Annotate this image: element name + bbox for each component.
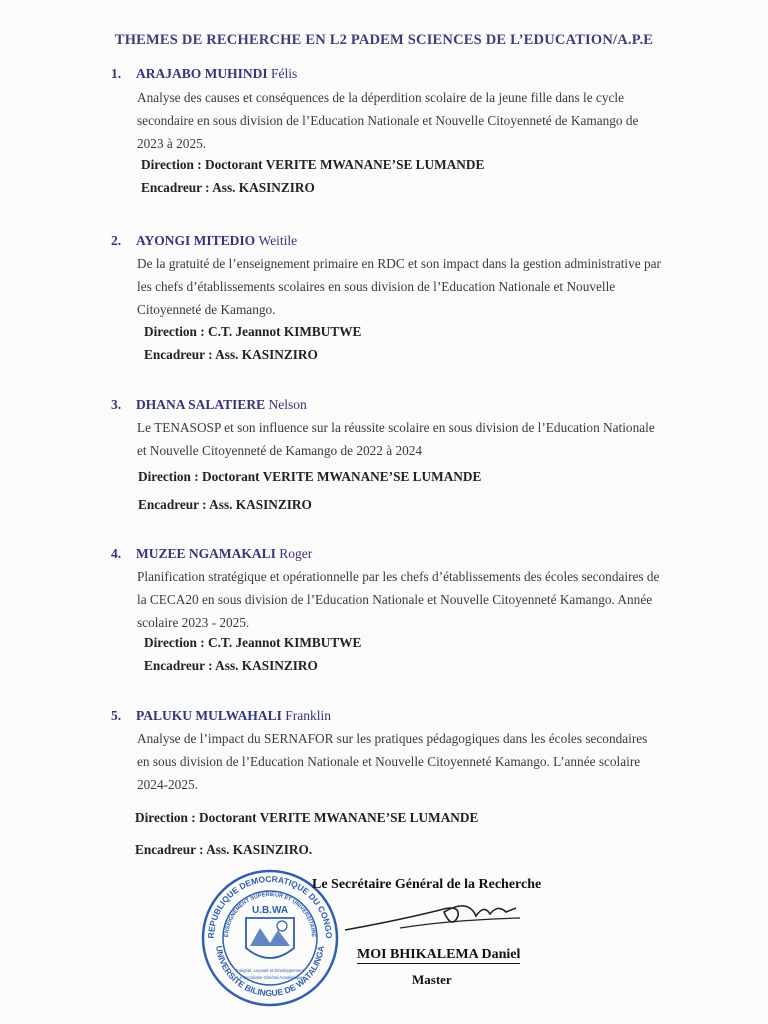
seal-outer-top-text: REPUBLIQUE DEMOCRATIQUE DU CONGO xyxy=(205,873,335,939)
entry-number: 5. xyxy=(111,708,122,723)
direction-line: Direction : Doctorant VERITE MWANANE’SE LUMANDE xyxy=(138,469,482,484)
student-firstname: Nelson xyxy=(268,397,307,412)
signatory-title: Le Secrétaire Général de la Recherche xyxy=(312,877,542,892)
thesis-entry-3 xyxy=(111,397,711,513)
entry-number: 3. xyxy=(111,397,122,412)
seal-inner-top-text: ENSEIGNEMENT SUPERIEUR ET UNIVERSITAIRE xyxy=(223,891,317,938)
student-firstname: Roger xyxy=(279,546,313,561)
entry-number: 4. xyxy=(111,546,122,561)
subject-line: les chefs d’établissements scolaires en sous division de l’Education Nationale et Nouvelle xyxy=(137,279,616,294)
subject-line: scolaire 2023 - 2025. xyxy=(137,615,250,630)
student-surname: ARAJABO MUHINDI xyxy=(136,66,268,81)
subject-line: Le TENASOSP et son influence sur la réussite scolaire en sous division de l’Education Nationale xyxy=(137,420,655,435)
subject-line: Planification stratégique et opérationnelle par les chefs d’établissements des écoles secondaires de xyxy=(137,569,660,584)
subject-line: secondaire en sous division de l’Education Nationale et Nouvelle Citoyenneté de Kamango de xyxy=(137,113,639,128)
page-title: THEMES DE RECHERCHE EN L2 PADEM SCIENCES DE L’EDUCATION/A.P.E xyxy=(114,32,654,48)
seal-outer-bottom-text: UNIVERSITE BILINGUE DE WATALINGA xyxy=(214,945,326,999)
thesis-entry-1 xyxy=(111,66,711,196)
student-heading xyxy=(111,233,711,249)
student-surname: PALUKU MULWAHALI xyxy=(136,708,282,723)
student-heading xyxy=(111,66,711,82)
subject-line: la CECA20 en sous division de l’Education Nationale et Nouvelle Citoyenneté Kamango. Année xyxy=(137,592,653,607)
student-firstname: Félis xyxy=(271,66,298,81)
subject-line: De la gratuité de l’enseignement primaire en RDC et son impact dans la gestion administrative par xyxy=(137,256,661,271)
thesis-subject xyxy=(137,727,711,796)
encadreur-line: Encadreur : Ass. KASINZIRO xyxy=(144,658,318,673)
direction-line: Direction : Doctorant VERITE MWANANE’SE LUMANDE xyxy=(141,157,485,172)
seal-office: Le Secrétaire Général Académique xyxy=(237,975,303,980)
thesis-subject xyxy=(137,252,711,321)
subject-line: et Nouvelle Citoyenneté de Kamango de 2022 à 2024 xyxy=(137,443,423,458)
entry-number: 1. xyxy=(111,66,122,81)
student-surname: DHANA SALATIERE xyxy=(136,397,266,412)
encadreur-line: Encadreur : Ass. KASINZIRO. xyxy=(135,842,313,857)
entry-number: 2. xyxy=(111,233,122,248)
subject-line: en sous division de l’Education Nationale et Nouvelle Citoyenneté Kamango. L’année scolaire xyxy=(137,754,641,769)
thesis-entry-4 xyxy=(111,546,711,674)
student-firstname: Franklin xyxy=(285,708,332,723)
student-heading xyxy=(111,397,711,413)
seal-badge-text: U.B.WA xyxy=(251,905,289,916)
handwritten-signature xyxy=(340,890,530,945)
subject-line: 2023 à 2025. xyxy=(137,136,207,151)
signatory-grade: Master xyxy=(412,972,452,987)
student-surname: AYONGI MITEDIO xyxy=(136,233,256,248)
thesis-subject xyxy=(137,416,711,462)
encadreur-line: Encadreur : Ass. KASINZIRO xyxy=(144,347,318,362)
subject-line: Analyse de l’impact du SERNAFOR sur les pratiques pédagogiques dans les écoles secondaires xyxy=(137,731,648,746)
direction-line: Direction : C.T. Jeannot KIMBUTWE xyxy=(144,324,362,339)
subject-line: Analyse des causes et conséquences de la déperdition scolaire de la jeune fille dans le cycle xyxy=(137,90,624,105)
thesis-subject xyxy=(137,565,711,634)
thesis-entry-5 xyxy=(111,708,711,858)
student-heading xyxy=(111,546,711,562)
encadreur-line: Encadreur : Ass. KASINZIRO xyxy=(138,497,312,512)
subject-line: 2024-2025. xyxy=(137,777,198,792)
seal-motto: Intégrité, Loyauté et Développement xyxy=(236,968,304,973)
encadreur-line: Encadreur : Ass. KASINZIRO xyxy=(141,180,315,195)
thesis-entry-2 xyxy=(111,233,711,363)
signatory-name: MOI BHIKALEMA Daniel xyxy=(357,947,521,962)
tree-icon xyxy=(277,921,287,931)
student-heading xyxy=(111,708,711,724)
direction-line: Direction : C.T. Jeannot KIMBUTWE xyxy=(144,635,362,650)
subject-line: Citoyenneté de Kamango. xyxy=(137,302,276,317)
student-surname: MUZEE NGAMAKALI xyxy=(136,546,276,561)
student-firstname: Weitile xyxy=(258,233,298,248)
direction-line: Direction : Doctorant VERITE MWANANE’SE LUMANDE xyxy=(135,810,479,825)
thesis-subject xyxy=(137,86,711,155)
